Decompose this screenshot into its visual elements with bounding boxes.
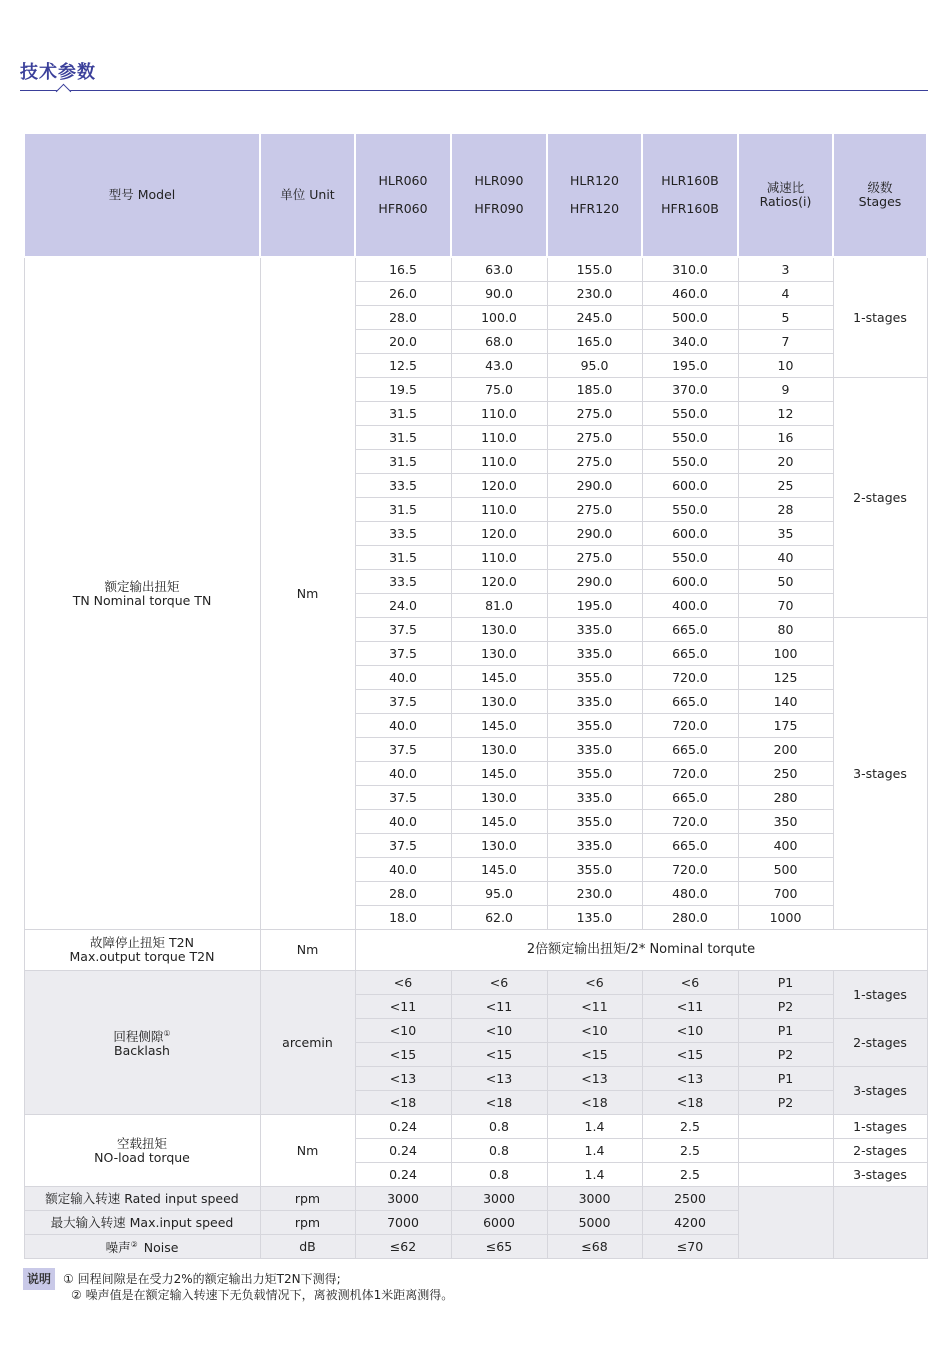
value-cell: 19.5 bbox=[355, 378, 451, 402]
ratio-cell: 250 bbox=[738, 762, 833, 786]
value-cell: <10 bbox=[642, 1019, 738, 1043]
ratio-cell: 280 bbox=[738, 786, 833, 810]
value-cell: 120.0 bbox=[451, 570, 547, 594]
value-cell: 335.0 bbox=[547, 834, 642, 858]
value-cell: 355.0 bbox=[547, 666, 642, 690]
ratio-cell: 25 bbox=[738, 474, 833, 498]
value-cell: 0.24 bbox=[355, 1115, 451, 1139]
label-max-speed: 最大输入转速 Max.input speed bbox=[24, 1211, 260, 1235]
unit-max-torque: Nm bbox=[260, 930, 355, 971]
value-cell: 20.0 bbox=[355, 330, 451, 354]
value-cell: 335.0 bbox=[547, 738, 642, 762]
value-cell: <13 bbox=[451, 1067, 547, 1091]
value-cell: 31.5 bbox=[355, 546, 451, 570]
value-cell: 40.0 bbox=[355, 666, 451, 690]
ratio-cell: P1 bbox=[738, 1067, 833, 1091]
value-cell: <10 bbox=[355, 1019, 451, 1043]
empty-cell bbox=[738, 1163, 833, 1187]
value-cell: <6 bbox=[547, 971, 642, 995]
value-cell: 145.0 bbox=[451, 762, 547, 786]
value-cell: 31.5 bbox=[355, 498, 451, 522]
value-cell: 665.0 bbox=[642, 618, 738, 642]
header-row bbox=[24, 133, 927, 257]
value-cell: 2.5 bbox=[642, 1139, 738, 1163]
value-cell: 130.0 bbox=[451, 786, 547, 810]
value-cell: 28.0 bbox=[355, 882, 451, 906]
value-cell: 37.5 bbox=[355, 642, 451, 666]
header-unit: 单位 Unit bbox=[260, 133, 355, 257]
value-cell: 340.0 bbox=[642, 330, 738, 354]
empty-cell bbox=[738, 1139, 833, 1163]
value-cell: 75.0 bbox=[451, 378, 547, 402]
ratio-cell: P2 bbox=[738, 995, 833, 1019]
value-cell: 130.0 bbox=[451, 618, 547, 642]
value-cell: 0.24 bbox=[355, 1163, 451, 1187]
unit-backlash: arcemin bbox=[260, 971, 355, 1115]
page-title: 技术参数 bbox=[20, 62, 96, 83]
value-cell: 110.0 bbox=[451, 402, 547, 426]
value-cell: 26.0 bbox=[355, 282, 451, 306]
value-cell: 145.0 bbox=[451, 714, 547, 738]
value-cell: <10 bbox=[451, 1019, 547, 1043]
value-cell: 0.24 bbox=[355, 1139, 451, 1163]
ratio-cell: 40 bbox=[738, 546, 833, 570]
value-cell: 37.5 bbox=[355, 834, 451, 858]
ratio-cell: 1000 bbox=[738, 906, 833, 930]
value-cell: 110.0 bbox=[451, 546, 547, 570]
value-cell: 665.0 bbox=[642, 690, 738, 714]
value-cell: 31.5 bbox=[355, 450, 451, 474]
value-cell: 33.5 bbox=[355, 570, 451, 594]
value-cell: <11 bbox=[355, 995, 451, 1019]
value-cell: 37.5 bbox=[355, 786, 451, 810]
ratio-cell: 28 bbox=[738, 498, 833, 522]
spec-table-body bbox=[24, 257, 927, 1259]
value-cell: 1.4 bbox=[547, 1139, 642, 1163]
title-divider bbox=[20, 90, 928, 91]
value-cell: 120.0 bbox=[451, 522, 547, 546]
header-hlr090: HLR090 HFR090 bbox=[451, 133, 547, 257]
table-row bbox=[24, 930, 927, 971]
empty-cell bbox=[738, 1115, 833, 1139]
value-cell: 1.4 bbox=[547, 1115, 642, 1139]
value-cell: 12.5 bbox=[355, 354, 451, 378]
note-line-2: ② 噪声值是在额定输入转速下无负载情况下，离被测机体1米距离测得。 bbox=[71, 1288, 454, 1302]
value-cell: 37.5 bbox=[355, 690, 451, 714]
value-cell: 110.0 bbox=[451, 498, 547, 522]
value-cell: 1.4 bbox=[547, 1163, 642, 1187]
value-cell: 7000 bbox=[355, 1211, 451, 1235]
value-cell: 290.0 bbox=[547, 522, 642, 546]
value-cell: 550.0 bbox=[642, 426, 738, 450]
table-row bbox=[24, 971, 927, 995]
value-cell: <13 bbox=[547, 1067, 642, 1091]
value-cell: 280.0 bbox=[642, 906, 738, 930]
value-cell: 600.0 bbox=[642, 570, 738, 594]
stage-cell: 3-stages bbox=[833, 1067, 927, 1115]
label-backlash: 回程侧隙① Backlash bbox=[24, 971, 260, 1115]
value-cell: 3000 bbox=[547, 1187, 642, 1211]
value-cell: 550.0 bbox=[642, 546, 738, 570]
value-cell: 40.0 bbox=[355, 810, 451, 834]
value-cell: 355.0 bbox=[547, 714, 642, 738]
stage-cell: 2-stages bbox=[833, 378, 927, 618]
value-cell: 230.0 bbox=[547, 882, 642, 906]
value-cell: 550.0 bbox=[642, 402, 738, 426]
value-cell: 550.0 bbox=[642, 450, 738, 474]
notes-badge: 说明 bbox=[23, 1268, 55, 1290]
value-cell: 31.5 bbox=[355, 402, 451, 426]
value-cell: <18 bbox=[451, 1091, 547, 1115]
ratio-cell: 100 bbox=[738, 642, 833, 666]
empty-cell bbox=[833, 1187, 927, 1259]
value-cell: <18 bbox=[355, 1091, 451, 1115]
value-cell: 480.0 bbox=[642, 882, 738, 906]
spec-table bbox=[23, 132, 928, 1259]
value-cell: 600.0 bbox=[642, 474, 738, 498]
value-cell: 665.0 bbox=[642, 642, 738, 666]
value-cell: 95.0 bbox=[451, 882, 547, 906]
ratio-cell: 16 bbox=[738, 426, 833, 450]
value-cell: 5000 bbox=[547, 1211, 642, 1235]
value-cell: 40.0 bbox=[355, 762, 451, 786]
ratio-cell: 125 bbox=[738, 666, 833, 690]
table-row bbox=[24, 1115, 927, 1139]
value-cell: 370.0 bbox=[642, 378, 738, 402]
value-cell: 110.0 bbox=[451, 426, 547, 450]
ratio-cell: 3 bbox=[738, 257, 833, 282]
value-cell: 335.0 bbox=[547, 690, 642, 714]
ratio-cell: 50 bbox=[738, 570, 833, 594]
value-cell: 2500 bbox=[642, 1187, 738, 1211]
value-cell: <18 bbox=[547, 1091, 642, 1115]
value-cell: 110.0 bbox=[451, 450, 547, 474]
value-cell: 145.0 bbox=[451, 858, 547, 882]
unit-cell: rpm bbox=[260, 1211, 355, 1235]
value-cell: 665.0 bbox=[642, 738, 738, 762]
value-cell: 165.0 bbox=[547, 330, 642, 354]
value-cell: 6000 bbox=[451, 1211, 547, 1235]
ratio-cell: 35 bbox=[738, 522, 833, 546]
value-cell: 665.0 bbox=[642, 786, 738, 810]
stage-cell: 2-stages bbox=[833, 1019, 927, 1067]
value-cell: 500.0 bbox=[642, 306, 738, 330]
value-cell: 355.0 bbox=[547, 810, 642, 834]
title-notch-mark bbox=[56, 84, 72, 100]
value-cell: 600.0 bbox=[642, 522, 738, 546]
label-max-torque: 故障停止扭矩 T2N Max.output torque T2N bbox=[24, 930, 260, 971]
value-cell: <18 bbox=[642, 1091, 738, 1115]
value-cell: 2.5 bbox=[642, 1163, 738, 1187]
value-cell: 275.0 bbox=[547, 498, 642, 522]
value-cell: 275.0 bbox=[547, 402, 642, 426]
ratio-cell: P1 bbox=[738, 971, 833, 995]
value-cell: 310.0 bbox=[642, 257, 738, 282]
value-cell: <15 bbox=[355, 1043, 451, 1067]
unit-nominal-torque: Nm bbox=[260, 257, 355, 930]
value-cell: 43.0 bbox=[451, 354, 547, 378]
ratio-cell: 700 bbox=[738, 882, 833, 906]
value-cell: 24.0 bbox=[355, 594, 451, 618]
value-cell: <10 bbox=[547, 1019, 642, 1043]
value-cell: ≤62 bbox=[355, 1235, 451, 1259]
table-row bbox=[24, 257, 927, 282]
value-cell: 720.0 bbox=[642, 762, 738, 786]
ratio-cell: 175 bbox=[738, 714, 833, 738]
ratio-cell: 4 bbox=[738, 282, 833, 306]
ratio-cell: 12 bbox=[738, 402, 833, 426]
value-cell: 355.0 bbox=[547, 858, 642, 882]
stage-cell: 1-stages bbox=[833, 971, 927, 1019]
value-cell: 130.0 bbox=[451, 834, 547, 858]
value-cell: <15 bbox=[547, 1043, 642, 1067]
header-model: 型号 Model bbox=[24, 133, 260, 257]
value-cell: <6 bbox=[355, 971, 451, 995]
value-cell: <11 bbox=[547, 995, 642, 1019]
ratio-cell: P1 bbox=[738, 1019, 833, 1043]
stage-cell: 1-stages bbox=[833, 1115, 927, 1139]
value-cell: 63.0 bbox=[451, 257, 547, 282]
value-cell: 355.0 bbox=[547, 762, 642, 786]
label-nominal-torque: 额定输出扭矩 TN Nominal torque TN bbox=[24, 257, 260, 930]
value-cell: 275.0 bbox=[547, 546, 642, 570]
value-cell: 195.0 bbox=[642, 354, 738, 378]
value-cell: 275.0 bbox=[547, 426, 642, 450]
value-cell: 130.0 bbox=[451, 738, 547, 762]
stage-cell: 2-stages bbox=[833, 1139, 927, 1163]
unit-noload: Nm bbox=[260, 1115, 355, 1187]
value-cell: 665.0 bbox=[642, 834, 738, 858]
value-cell: 40.0 bbox=[355, 858, 451, 882]
stage-cell: 3-stages bbox=[833, 1163, 927, 1187]
value-cell: 135.0 bbox=[547, 906, 642, 930]
ratio-cell: 5 bbox=[738, 306, 833, 330]
ratio-cell: 80 bbox=[738, 618, 833, 642]
ratio-cell: P2 bbox=[738, 1091, 833, 1115]
unit-cell: dB bbox=[260, 1235, 355, 1259]
value-cell: 145.0 bbox=[451, 810, 547, 834]
value-cell: 230.0 bbox=[547, 282, 642, 306]
notes bbox=[23, 1268, 453, 1304]
value-cell: 40.0 bbox=[355, 714, 451, 738]
note-line-1: ① 回程间隙是在受力2%的额定输出力矩T2N下测得; bbox=[63, 1272, 341, 1286]
value-cell: ≤70 bbox=[642, 1235, 738, 1259]
ratio-cell: 9 bbox=[738, 378, 833, 402]
ratio-cell: 10 bbox=[738, 354, 833, 378]
value-cell: 335.0 bbox=[547, 786, 642, 810]
value-cell: <6 bbox=[642, 971, 738, 995]
value-cell: 16.5 bbox=[355, 257, 451, 282]
value-cell: 95.0 bbox=[547, 354, 642, 378]
value-cell: 120.0 bbox=[451, 474, 547, 498]
value-cell: 31.5 bbox=[355, 426, 451, 450]
ratio-cell: 350 bbox=[738, 810, 833, 834]
value-cell: 400.0 bbox=[642, 594, 738, 618]
value-cell: 145.0 bbox=[451, 666, 547, 690]
max-torque-value: 2倍额定输出扭矩/2* Nominal torqute bbox=[355, 930, 927, 971]
value-cell: 4200 bbox=[642, 1211, 738, 1235]
value-cell: 245.0 bbox=[547, 306, 642, 330]
stage-cell: 3-stages bbox=[833, 618, 927, 930]
value-cell: 720.0 bbox=[642, 666, 738, 690]
value-cell: 33.5 bbox=[355, 522, 451, 546]
value-cell: 335.0 bbox=[547, 618, 642, 642]
value-cell: 18.0 bbox=[355, 906, 451, 930]
value-cell: 185.0 bbox=[547, 378, 642, 402]
value-cell: <6 bbox=[451, 971, 547, 995]
header-ratios: 减速比 Ratios(i) bbox=[738, 133, 833, 257]
value-cell: 0.8 bbox=[451, 1139, 547, 1163]
value-cell: 155.0 bbox=[547, 257, 642, 282]
value-cell: <15 bbox=[642, 1043, 738, 1067]
header-hlr060: HLR060 HFR060 bbox=[355, 133, 451, 257]
value-cell: 37.5 bbox=[355, 738, 451, 762]
label-rated-speed: 额定输入转速 Rated input speed bbox=[24, 1187, 260, 1211]
value-cell: 62.0 bbox=[451, 906, 547, 930]
ratio-cell: 140 bbox=[738, 690, 833, 714]
value-cell: 550.0 bbox=[642, 498, 738, 522]
value-cell: 720.0 bbox=[642, 858, 738, 882]
ratio-cell: 20 bbox=[738, 450, 833, 474]
ratio-cell: 70 bbox=[738, 594, 833, 618]
value-cell: <11 bbox=[642, 995, 738, 1019]
value-cell: 37.5 bbox=[355, 618, 451, 642]
value-cell: 0.8 bbox=[451, 1115, 547, 1139]
value-cell: 130.0 bbox=[451, 642, 547, 666]
empty-cell bbox=[738, 1187, 833, 1259]
table-row bbox=[24, 1187, 927, 1211]
value-cell: 3000 bbox=[451, 1187, 547, 1211]
value-cell: 335.0 bbox=[547, 642, 642, 666]
value-cell: 275.0 bbox=[547, 450, 642, 474]
value-cell: 720.0 bbox=[642, 810, 738, 834]
value-cell: 100.0 bbox=[451, 306, 547, 330]
header-hlr120: HLR120 HFR120 bbox=[547, 133, 642, 257]
ratio-cell: P2 bbox=[738, 1043, 833, 1067]
value-cell: 720.0 bbox=[642, 714, 738, 738]
value-cell: <11 bbox=[451, 995, 547, 1019]
value-cell: 28.0 bbox=[355, 306, 451, 330]
ratio-cell: 7 bbox=[738, 330, 833, 354]
unit-cell: rpm bbox=[260, 1187, 355, 1211]
header-hlr160b: HLR160B HFR160B bbox=[642, 133, 738, 257]
value-cell: 290.0 bbox=[547, 474, 642, 498]
value-cell: 2.5 bbox=[642, 1115, 738, 1139]
ratio-cell: 200 bbox=[738, 738, 833, 762]
value-cell: 3000 bbox=[355, 1187, 451, 1211]
label-noload: 空载扭矩 NO-load torque bbox=[24, 1115, 260, 1187]
header-stages: 级数 Stages bbox=[833, 133, 927, 257]
value-cell: 90.0 bbox=[451, 282, 547, 306]
value-cell: 290.0 bbox=[547, 570, 642, 594]
value-cell: 68.0 bbox=[451, 330, 547, 354]
value-cell: 0.8 bbox=[451, 1163, 547, 1187]
value-cell: ≤65 bbox=[451, 1235, 547, 1259]
value-cell: ≤68 bbox=[547, 1235, 642, 1259]
value-cell: 195.0 bbox=[547, 594, 642, 618]
value-cell: <13 bbox=[642, 1067, 738, 1091]
stage-cell: 1-stages bbox=[833, 257, 927, 378]
value-cell: 33.5 bbox=[355, 474, 451, 498]
value-cell: <15 bbox=[451, 1043, 547, 1067]
ratio-cell: 400 bbox=[738, 834, 833, 858]
label-noise: 噪声② Noise bbox=[24, 1235, 260, 1259]
value-cell: <13 bbox=[355, 1067, 451, 1091]
ratio-cell: 500 bbox=[738, 858, 833, 882]
value-cell: 130.0 bbox=[451, 690, 547, 714]
value-cell: 460.0 bbox=[642, 282, 738, 306]
value-cell: 81.0 bbox=[451, 594, 547, 618]
